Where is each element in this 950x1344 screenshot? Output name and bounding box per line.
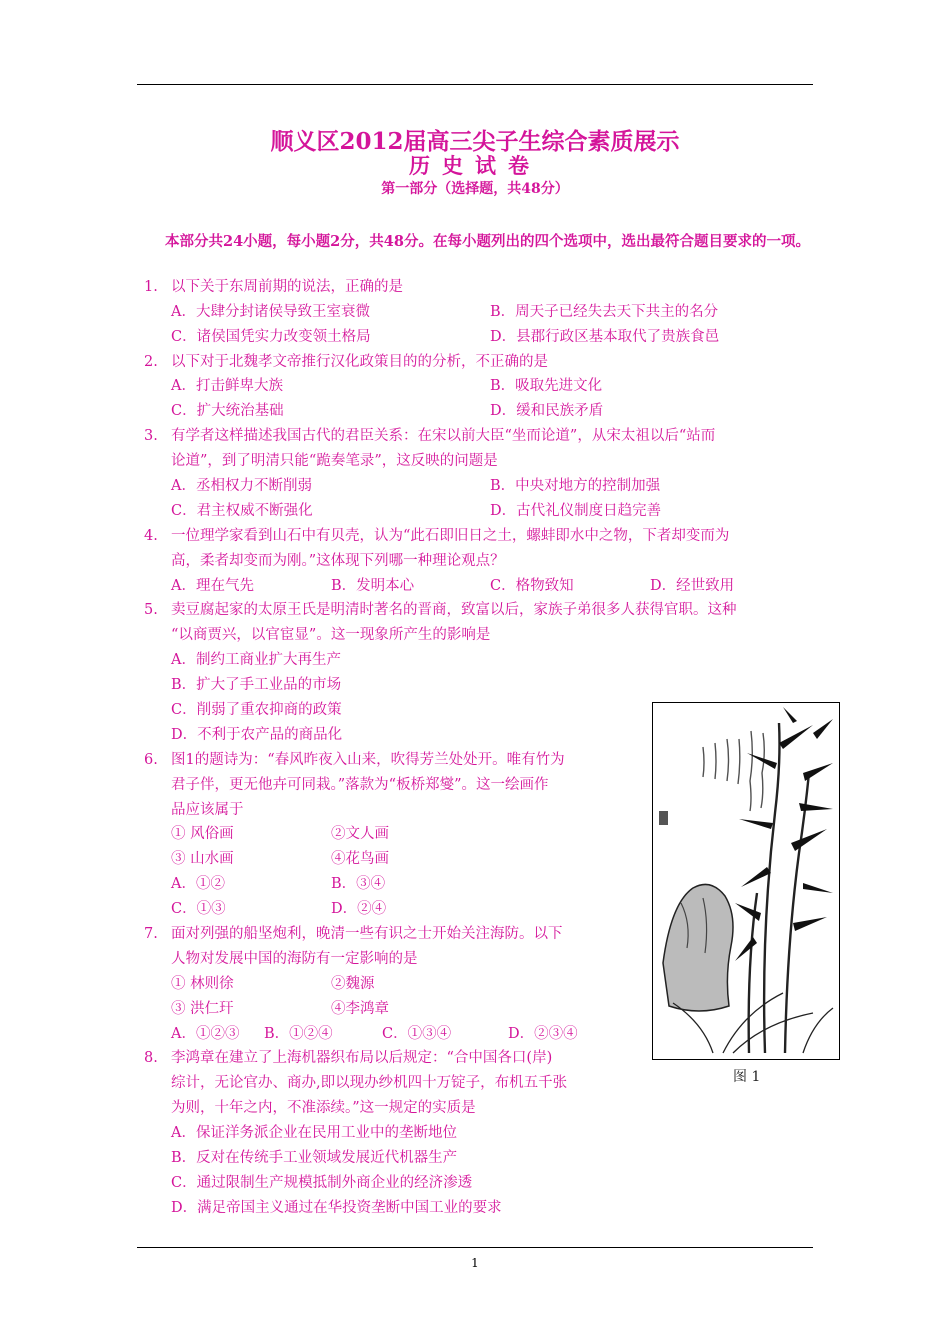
question-number: 6. bbox=[144, 752, 158, 768]
option-b: B．中央对地方的控制加强 bbox=[490, 478, 661, 494]
question-stem: 以下对于北魏孝文帝推行汉化政策目的的分析，不正确的是 bbox=[171, 354, 548, 370]
option-a: A．制约工商业扩大再生产 bbox=[171, 652, 341, 668]
question-stem: 君子伴，更无他卉可同栽。”落款为“板桥郑燮”。这一绘画作 bbox=[171, 777, 549, 793]
option-a: A．保证洋务派企业在民用工业中的垄断地位 bbox=[171, 1125, 457, 1141]
question-stem: 高，柔者却变而为刚。”这体现下列哪一种理论观点？ bbox=[171, 553, 505, 569]
option-b: B．周天子已经失去天下共主的名分 bbox=[490, 304, 719, 320]
question-number: 3. bbox=[144, 428, 158, 444]
section-heading: 第一部分（选择题，共48分） bbox=[381, 181, 569, 197]
question-stem: 图1的题诗为：“春风昨夜入山来，吹得芳兰处处开。唯有竹为 bbox=[171, 752, 565, 768]
option-c: C．①③④ bbox=[382, 1026, 452, 1042]
question-stem: 品应该属于 bbox=[171, 802, 244, 818]
question-stem: 面对列强的船坚炮利，晚清一些有识之士开始关注海防。以下 bbox=[171, 926, 563, 942]
option-b: B．发明本心 bbox=[331, 578, 415, 594]
footer-rule bbox=[137, 1247, 813, 1248]
sub-item: ②魏源 bbox=[331, 976, 375, 992]
question-stem: “以商贾兴，以官宦显”。这一现象所产生的影响是 bbox=[171, 627, 491, 643]
option-b: B．①②④ bbox=[264, 1026, 333, 1042]
question-stem: 李鸿章在建立了上海机器织布局以后规定：“合中国各口(岸) bbox=[171, 1050, 553, 1066]
option-a: A．大肆分封诸侯导致王室衰微 bbox=[171, 304, 370, 320]
sub-item: ④花鸟画 bbox=[331, 851, 389, 867]
option-c: C．①③ bbox=[171, 901, 226, 917]
question-stem: 论道”，到了明清只能“跪奏笔录”，这反映的问题是 bbox=[171, 453, 498, 469]
question-stem: 为则，十年之内，不准添续。”这一规定的实质是 bbox=[171, 1100, 476, 1116]
option-b: B．③④ bbox=[331, 876, 386, 892]
option-d: D．缓和民族矛盾 bbox=[490, 403, 604, 419]
question-number: 5. bbox=[144, 602, 158, 618]
question-number: 1. bbox=[144, 279, 158, 295]
question-stem: 综计，无论官办、商办,即以现办纱机四十万锭子，布机五千张 bbox=[171, 1075, 568, 1091]
question-number: 4. bbox=[144, 528, 158, 544]
exam-title: 顺义区2012届高三尖子生综合素质展示 bbox=[270, 128, 680, 155]
sub-item: ① 林则徐 bbox=[171, 976, 234, 992]
sub-item: ③ 洪仁玕 bbox=[171, 1001, 234, 1017]
question-stem: 有学者这样描述我国古代的君臣关系：在宋以前大臣“坐而论道”，从宋太祖以后“站而 bbox=[171, 428, 716, 444]
option-d: D．县郡行政区基本取代了贵族食邑 bbox=[490, 329, 720, 345]
sub-item: ① 风俗画 bbox=[171, 826, 234, 842]
option-c: C．君主权威不断强化 bbox=[171, 503, 313, 519]
option-d: D．古代礼仪制度日趋完善 bbox=[490, 503, 662, 519]
bamboo-painting-image bbox=[652, 702, 840, 1060]
question-stem: 卖豆腐起家的太原王氏是明清时著名的晋商，致富以后，家族子弟很多人获得官职。这种 bbox=[171, 602, 737, 618]
question-stem: 以下关于东周前期的说法，正确的是 bbox=[171, 279, 403, 295]
header-rule bbox=[137, 84, 813, 85]
option-b: B．吸取先进文化 bbox=[490, 378, 603, 394]
exam-subject: 历史试卷 bbox=[409, 153, 541, 178]
option-c: C．格物致知 bbox=[490, 578, 574, 594]
option-a: A．理在气先 bbox=[171, 578, 254, 594]
question-number: 8. bbox=[144, 1050, 158, 1066]
option-a: A．①② bbox=[171, 876, 225, 892]
question-stem: 一位理学家看到山石中有贝壳，认为“此石即旧日之土，螺蚌即水中之物，下者却变而为 bbox=[171, 528, 730, 544]
option-d: D．经世致用 bbox=[650, 578, 735, 594]
sub-item: ④李鸿章 bbox=[331, 1001, 389, 1017]
option-a: A．丞相权力不断削弱 bbox=[171, 478, 312, 494]
option-d: D．②③④ bbox=[508, 1026, 578, 1042]
option-a: A．①②③ bbox=[171, 1026, 240, 1042]
question-stem: 人物对发展中国的海防有一定影响的是 bbox=[171, 951, 418, 967]
option-d: D．满足帝国主义通过在华投资垄断中国工业的要求 bbox=[171, 1200, 502, 1216]
option-d: D．不利于农产品的商品化 bbox=[171, 727, 343, 743]
option-d: D．②④ bbox=[331, 901, 387, 917]
figure-caption: 图 1 bbox=[733, 1069, 761, 1085]
option-c: C．扩大统治基础 bbox=[171, 403, 284, 419]
option-c: C．诸侯国凭实力改变领土格局 bbox=[171, 329, 371, 345]
option-c: C．通过限制生产规模抵制外商企业的经济渗透 bbox=[171, 1175, 473, 1191]
option-c: C．削弱了重农抑商的政策 bbox=[171, 702, 342, 718]
option-b: B．反对在传统手工业领域发展近代机器生产 bbox=[171, 1150, 458, 1166]
instructions: 本部分共24小题，每小题2分，共48分。在每小题列出的四个选项中，选出最符合题目要求的一项。 bbox=[165, 233, 810, 250]
option-a: A．打击鲜卑大族 bbox=[171, 378, 283, 394]
page-number: 1 bbox=[471, 1256, 479, 1270]
question-number: 7. bbox=[144, 926, 158, 942]
sub-item: ②文人画 bbox=[331, 826, 389, 842]
sub-item: ③ 山水画 bbox=[171, 851, 234, 867]
question-number: 2. bbox=[144, 354, 158, 370]
option-b: B．扩大了手工业品的市场 bbox=[171, 677, 342, 693]
